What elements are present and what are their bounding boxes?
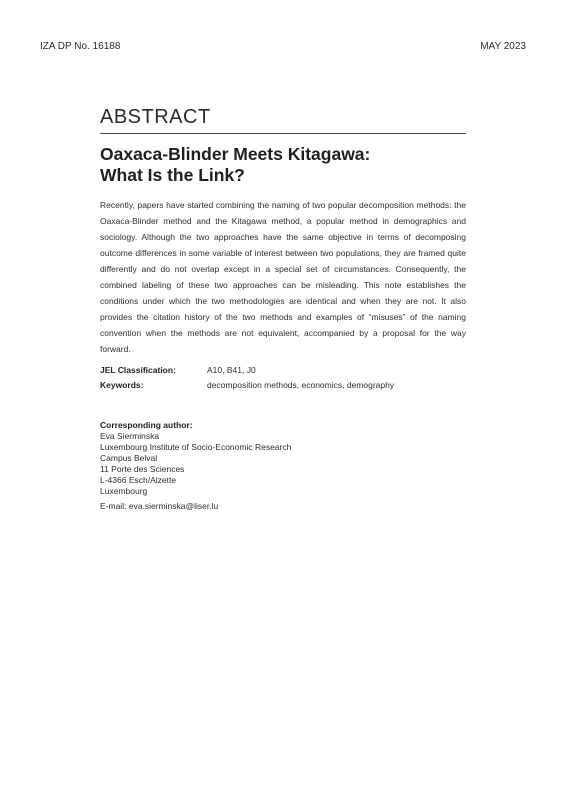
keywords-label: Keywords: [100, 380, 144, 390]
series-number: IZA DP No. 16188 [40, 41, 121, 52]
corresponding-author-heading: Corresponding author: [100, 420, 193, 430]
corresponding-author-block [100, 420, 400, 512]
abstract-heading: ABSTRACT [100, 106, 211, 128]
author-institution: Luxembourg Institute of Socio-Economic Research [100, 442, 292, 452]
paper-title-line2: What Is the Link? [100, 165, 245, 185]
jel-label: JEL Classification: [100, 365, 176, 375]
publication-date: MAY 2023 [480, 41, 526, 52]
paper-title-line1: Oaxaca-Blinder Meets Kitagawa: [100, 144, 371, 164]
author-address-country: Luxembourg [100, 486, 148, 496]
author-address-campus: Campus Belval [100, 453, 158, 463]
keywords-value: decomposition methods, economics, demography [207, 380, 395, 390]
author-address-street: 11 Porte des Sciences [100, 464, 185, 474]
jel-value: A10, B41, J0 [207, 365, 256, 375]
author-address-city: L-4366 Esch/Alzette [100, 475, 177, 485]
paper-title [100, 144, 466, 186]
heading-rule [100, 133, 466, 134]
author-email[interactable]: E-mail: eva.sierminska@liser.lu [100, 501, 219, 511]
author-name: Eva Sierminska [100, 431, 160, 441]
abstract-body: Recently, papers have started combining the naming of two popular decomposition methods: the Oaxaca-Blinder method and the Kitagawa method, a popular method in demographics and sociology. Although the two approaches have the same objective in terms of decomposing outcome differences in some variable of interest between two populations, they are framed quite differently and do not overlap except in a special set of circumstances. Consequently, the combined labeling of these two approaches can be misleading. This note establishes the conditions under which the two methodologies are identical and when they are not. It also provides the citation history of the two methods and examples of “misuses” of the naming convention when the methods are not equivalent, accompanied by a proposal for the way forward. [100, 200, 466, 354]
